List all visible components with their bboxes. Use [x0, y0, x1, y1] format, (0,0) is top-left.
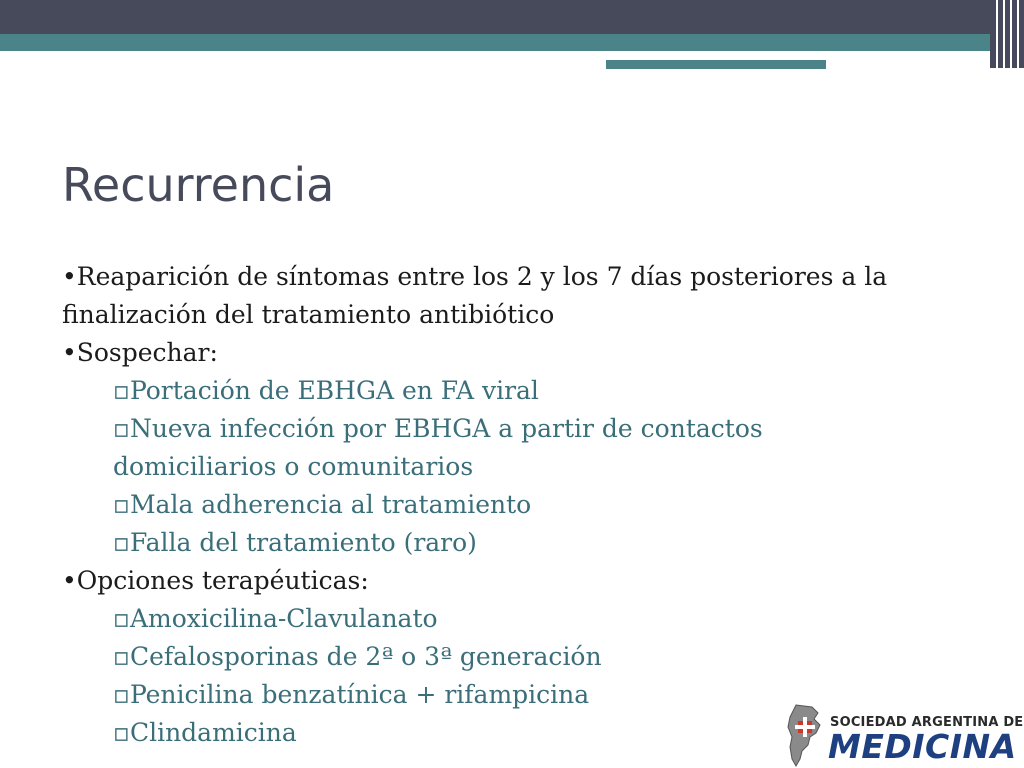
sub-bullet-penicillin-rifampicin: ▫Penicilina benzatínica + rifampicina — [113, 680, 590, 709]
stripe — [996, 0, 998, 68]
sub-bullet-treatment-failure: ▫Falla del tratamiento (raro) — [113, 528, 477, 557]
sub-bullet-carrier: ▫Portación de EBHGA en FA viral — [113, 376, 539, 405]
header-band-dark — [0, 0, 1024, 34]
bullet-recurrence-definition-line2: finalización del tratamiento antibiótico — [62, 300, 555, 329]
stripe — [1017, 0, 1019, 68]
sub-bullet-cephalosporins: ▫Cefalosporinas de 2ª o 3ª generación — [113, 642, 602, 671]
header-accent-teal — [606, 60, 826, 69]
bullet-suspect: •Sospechar: — [62, 338, 218, 367]
header-band-teal — [0, 34, 1024, 51]
logo-main-text: MEDICINA — [828, 727, 1017, 766]
society-logo — [782, 703, 1022, 768]
stripe — [1003, 0, 1005, 68]
sub-bullet-adherence: ▫Mala adherencia al tratamiento — [113, 490, 532, 519]
header-accent-white — [606, 51, 996, 60]
bullet-therapeutic-options: •Opciones terapéuticas: — [62, 566, 369, 595]
header-right-stripes — [990, 0, 1024, 68]
sub-bullet-amoxicillin: ▫Amoxicilina-Clavulanato — [113, 604, 438, 633]
logo-top-text: SOCIEDAD ARGENTINA DE — [830, 715, 1024, 730]
sub-bullet-new-infection-line2: domiciliarios o comunitarios — [113, 452, 474, 481]
sub-bullet-clindamycin: ▫Clindamicina — [113, 718, 297, 747]
slide-title: Recurrencia — [62, 158, 335, 212]
sub-bullet-new-infection-line1: ▫Nueva infección por EBHGA a partir de contactos — [113, 414, 763, 443]
stripe — [1010, 0, 1012, 68]
bullet-recurrence-definition-line1: •Reaparición de síntomas entre los 2 y los 7 días posteriores a la — [62, 262, 888, 291]
argentina-map-icon — [782, 703, 826, 768]
slide-content — [62, 258, 962, 752]
